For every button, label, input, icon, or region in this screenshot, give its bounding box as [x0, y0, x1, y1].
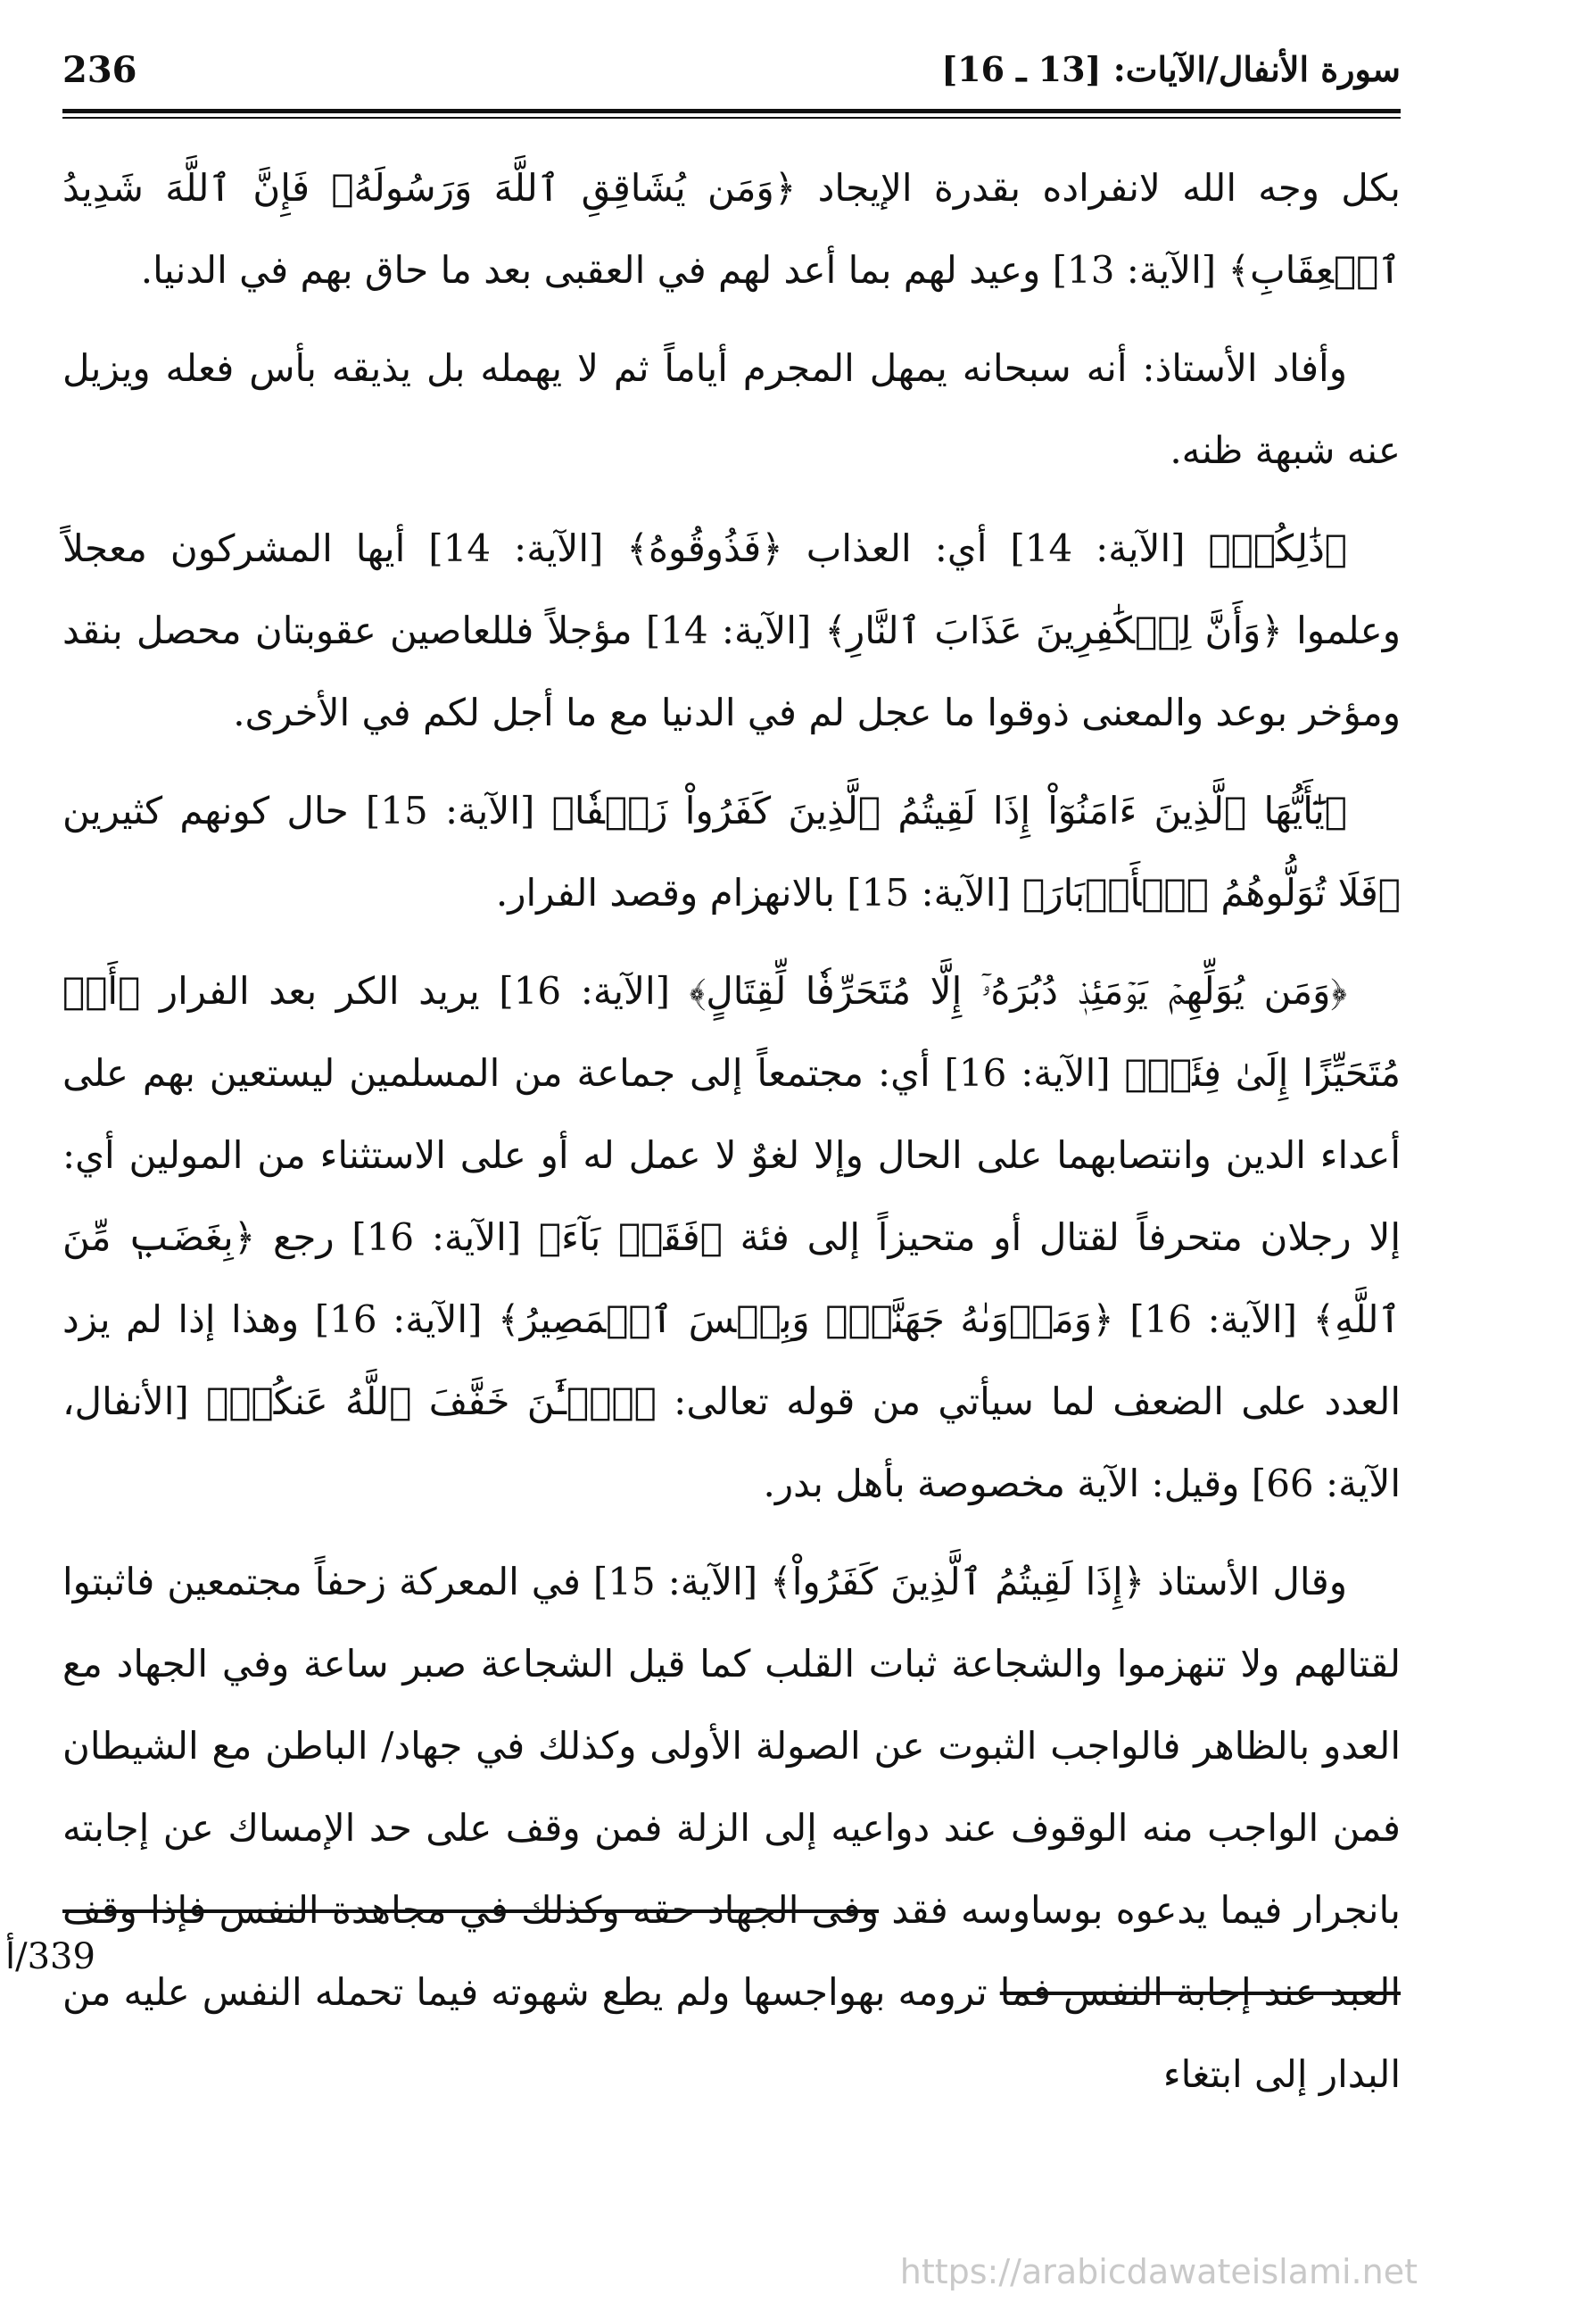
manuscript-folio-note: 339/أ: [5, 1936, 95, 1977]
paragraph-5: ﴿وَمَن يُوَلِّهِمۡ يَوۡمَئِذٖ دُبُرَهُۥٓ إِلَّا مُتَحَرِّفٗا لِّقِتَالٍ﴾ [الآية: 16] يريد الكر بعد الفرار ﴿أَوۡ مُتَحَيِّزًا إِلَىٰ فِئَةٖ﴾ [الآية: 16] أي: مجتمعاً إلى جماعة من المسلمين ليستعين بهم على أعداء الدين وانتصابهما على الحال وإلا لغوٌ لا عمل له أو على الاستثناء من المولين أي: إلا رجلان متحرفاً لقتال أو متحيزاً إلى فئة ﴿فَقَدۡ بَآءَ﴾ [الآية: 16] رجع ﴿بِغَضَبٖ مِّنَ ٱللَّهِ﴾ [الآية: 16] ﴿وَمَأۡوَىٰهُ جَهَنَّمُۖ وَبِئۡسَ ٱلۡمَصِيرُ﴾ [الآية: 16] وهذا إذا لم يزد العدد على الضعف لما سيأتي من قوله تعالى: ﴿ٱلۡـَٰٔنَ خَفَّفَ ٱللَّهُ عَنكُمۡ﴾ [الأنفال، الآية: 66] وقيل: الآية مخصوصة بأهل بدر.: [62, 969, 1402, 1505]
paragraph-2: وأفاد الأستاذ: أنه سبحانه يمهل المجرم أياماً ثم لا يهمله بل يذيقه بأس فعله ويزيل عنه شبهة ظنه.: [62, 346, 1401, 472]
paragraph-6-text: وقال الأستاذ ﴿إِذَا لَقِيتُمُ ٱلَّذِينَ كَفَرُواْ﴾ [الآية: 15] في المعركة زحفاً مجتمعين فاثبتوا لقتالهم ولا تنهزموا والشجاعة ثبات القلب كما قيل الشجاعة صبر ساعة وفي الجهاد مع العدو بالظاهر فالواجب الثبوت عن الصولة الأولى وكذلك في جهاد/ الباطن مع الشيطان فمن الواجب منه الوقوف عند دواعيه إلى الزلة فمن وقف على حد الإمساك عن إجابته بانجرار فيما يدعوه بوساوسه فقد: [62, 1560, 1401, 1932]
paragraph-3: ﴿ذَٰلِكُمۡ﴾ [الآية: 14] أي: العذاب ﴿فَذُوقُوهُ﴾ [الآية: 14] أيها المشركون معجلاً وعلموا ﴿وَأَنَّ لِلۡكَٰفِرِينَ عَذَابَ ٱلنَّارِ﴾ [الآية: 14] مؤجلاً فللعاصين عقوبتان محصل بنقد ومؤخر بوعد والمعنى ذوقوا ما عجل لم في الدنيا مع ما أجل لكم في الأخرى.: [62, 526, 1401, 734]
running-title: سورة الأنفال/الآيات: [13 ـ 16]: [941, 49, 1401, 89]
paragraph-6: [62, 1541, 1401, 2116]
header-rule-thick: [62, 109, 1401, 113]
page-header: [62, 49, 1401, 103]
header-rule-thin: [62, 117, 1401, 119]
watermark: https://arabicdawateislami.net: [899, 2252, 1418, 2291]
struck-through-line: وفى الجهاد حقه وكذلك في مجاهدة النفس فإذا وقف العبد عند إجابة النفس فما: [62, 1888, 1401, 2014]
page-number: 236: [62, 49, 137, 91]
paragraph-6-continuation: ترومه بهواجسها ولم يطع شهوته فيما تحمله النفس عليه من البدار إلى ابتغاء: [62, 1970, 1401, 2096]
paragraph-4: ﴿يَٰٓأَيُّهَا ٱلَّذِينَ ءَامَنُوٓاْ إِذَا لَقِيتُمُ ٱلَّذِينَ كَفَرُواْ زَحۡفٗا﴾ [الآية: 15] حال كونهم كثيرين ﴿فَلَا تُوَلُّوهُمُ ٱلۡأَدۡبَارَ﴾ [الآية: 15] بالانهزام وقصد الفرار.: [62, 789, 1401, 915]
paragraph-1: بكل وجه الله لانفراده بقدرة الإيجاد ﴿وَمَن يُشَاقِقِ ٱللَّهَ وَرَسُولَهُۥ فَإِنَّ ٱللَّهَ شَدِيدُ ٱلۡعِقَابِ﴾ [الآية: 13] وعيد لهم بما أعد لهم في العقبى بعد ما حاق بهم في الدنيا.: [62, 166, 1401, 292]
body-text: [62, 147, 1401, 2116]
